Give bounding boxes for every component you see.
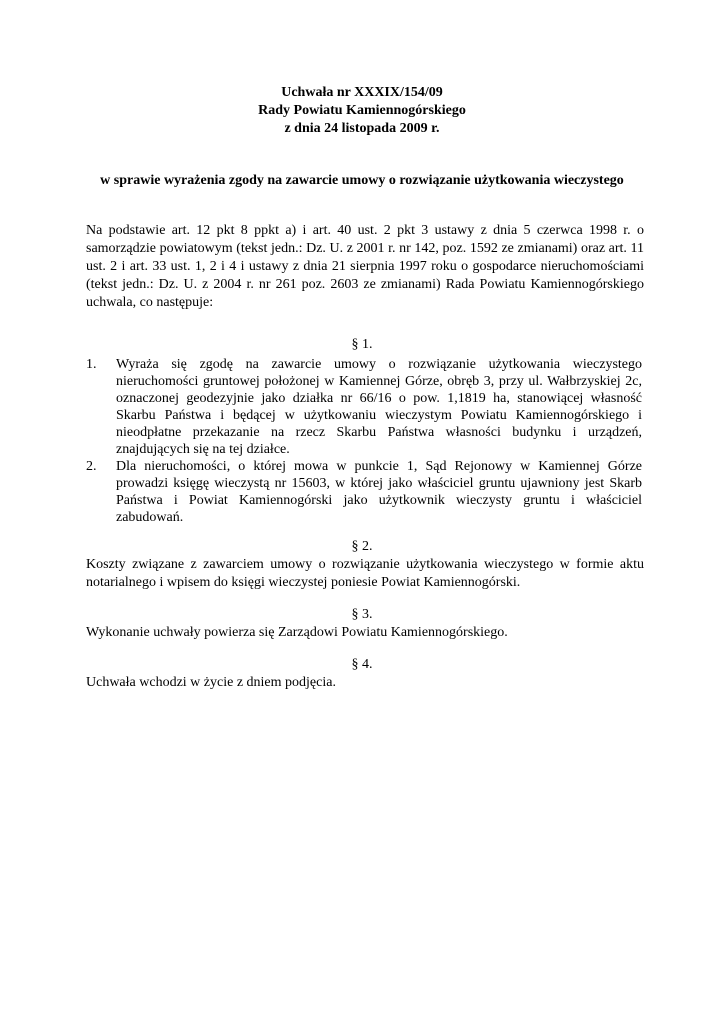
section-3-text: Wykonanie uchwały powierza się Zarządowi Powiatu Kamiennogórskiego. (86, 625, 508, 640)
list-item-text: Dla nieruchomości, o której mowa w punkcie 1, Sąd Rejonowy w Kamiennej Górze prowadzi księgę wieczystą nr 15603, w której jako właściciel gruntu ujawniony jest Skarb Państwa i Powiat Kamiennogórski jako użytkownik wieczysty gruntu i właściciel zabudowań. (116, 459, 642, 525)
resolution-title: Uchwała nr XXXIX/154/09 (281, 85, 443, 100)
section-1-list (86, 356, 642, 526)
list-item-number: 2. (86, 459, 97, 474)
resolution-header (0, 84, 724, 138)
section-2-text: Koszty związane z zawarciem umowy o rozwiązanie użytkowania wieczystego w formie aktu notarialnego i wpisem do księgi wieczystej poniesie Powiat Kamiennogórski. (86, 557, 644, 590)
section-2-title: § 2. (351, 539, 373, 554)
resolution-date: z dnia 24 listopada 2009 r. (284, 121, 440, 136)
resolution-subject: w sprawie wyrażenia zgody na zawarcie umowy o rozwiązanie użytkowania wieczystego (100, 173, 624, 188)
section-4-title: § 4. (351, 657, 373, 672)
list-item-text: Wyraża się zgodę na zawarcie umowy o rozwiązanie użytkowania wieczystego nieruchomości gruntowej położonej w Kamiennej Górze, obręb 3, przy ul. Wałbrzyskiej 2c, oznaczonej geodezyjnie jako działka nr 66/16 o pow. 1,1819 ha, stanowiącej własność Skarbu Państwa i będącej w użytkowaniu wieczystym Powiatu Kamiennogórskiego i nieodpłatne przekazanie na rzecz Skarbu Państwa własności budynku i urządzeń, znajdujących się na tej działce. (116, 357, 642, 457)
list-item-number: 1. (86, 357, 97, 372)
section-3-title: § 3. (351, 607, 373, 622)
section-1-title: § 1. (351, 337, 373, 352)
list-item (86, 356, 642, 458)
resolution-issuer: Rady Powiatu Kamiennogórskiego (258, 103, 466, 118)
section-4-text: Uchwała wchodzi w życie z dniem podjęcia. (86, 675, 336, 690)
list-item (86, 458, 642, 526)
preamble: Na podstawie art. 12 pkt 8 ppkt a) i art. 40 ust. 2 pkt 3 ustawy z dnia 5 czerwca 1998 r. o samorządzie powiatowym (tekst jedn.: Dz. U. z 2001 r. nr 142, poz. 1592 ze zmianami) oraz art. 11 ust. 2 i art. 33 ust. 1, 2 i 4 i ustawy z dnia 21 sierpnia 1997 roku o gospodarce nieruchomościami (tekst jedn.: Dz. U. z 2004 r. nr 261 poz. 2603 ze zmianami) Rada Powiatu Kamiennogórskiego uchwala, co następuje: (86, 223, 644, 310)
